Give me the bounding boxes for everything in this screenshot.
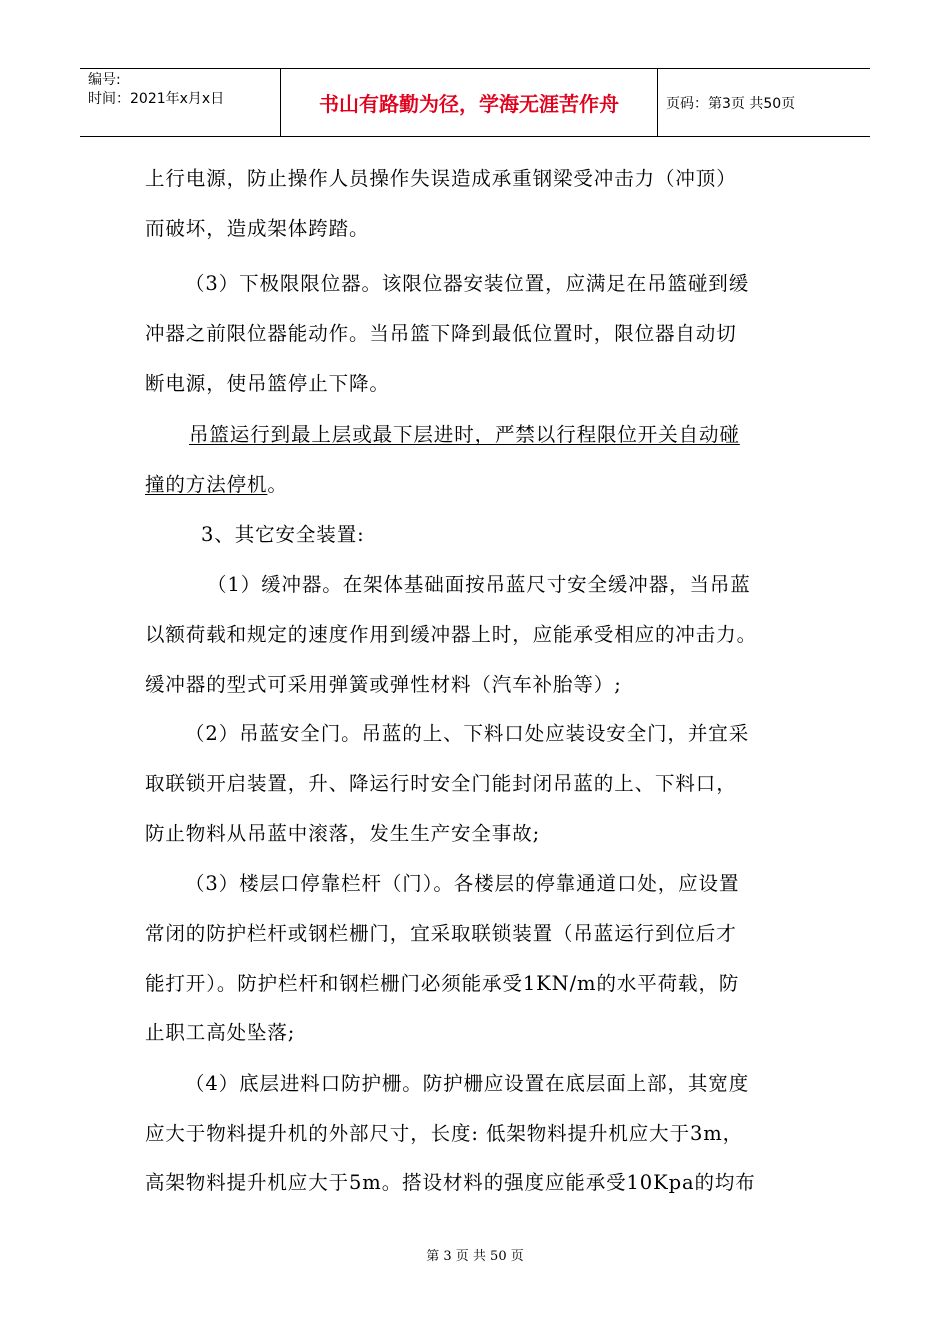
body-line: 防止物料从吊蓝中滚落，发生生产安全事故; [145, 822, 541, 845]
body-line: 上行电源，防止操作人员操作失误造成承重钢梁受冲击力（冲顶） [145, 167, 737, 190]
section-heading: 3、其它安全装置: [201, 523, 365, 546]
body-line: 常闭的防护栏杆或钢栏栅门，宜采取联锁装置（吊蓝运行到位后才 [145, 922, 737, 945]
document-number-label: 编号: [88, 72, 121, 88]
body-line: 以额荷载和规定的速度作用到缓冲器上时，应能承受相应的冲击力。 [145, 623, 758, 646]
body-line: 能打开）。防护栏杆和钢栏栅门必须能承受1KN/m的水平荷载，防 [145, 972, 740, 995]
underlined-text: 撞的方法停机 [145, 473, 268, 496]
body-line: 冲器之前限位器能动作。当吊篮下降到最低位置时，限位器自动切 [145, 322, 737, 345]
body-line: （4）底层进料口防护栅。防护栅应设置在底层面上部，其宽度 [185, 1072, 750, 1095]
line-end-punctuation: 。 [267, 473, 288, 496]
body-line-underlined-wrap [145, 472, 288, 498]
body-line: （3）下极限限位器。该限位器安装位置，应满足在吊篮碰到缓 [185, 272, 750, 295]
body-line: 而破坏，造成架体跨踏。 [145, 217, 370, 240]
body-line: 缓冲器的型式可采用弹簧或弹性材料（汽车补胎等）; [145, 673, 622, 696]
body-line: 取联锁开启装置，升、降运行时安全门能封闭吊蓝的上、下料口， [145, 772, 737, 795]
body-line: （2）吊蓝安全门。吊蓝的上、下料口处应装设安全门，并宜采 [185, 722, 750, 745]
document-time-label: 时间：2021年x月x日 [88, 91, 225, 107]
body-line: 断电源，使吊篮停止下降。 [145, 372, 390, 395]
body-line-underlined: 吊篮运行到最上层或最下层进时，严禁以行程限位开关自动碰 [189, 423, 740, 446]
page-header [80, 68, 870, 137]
body-line: 高架物料提升机应大于5m。搭设材料的强度应能承受10Kpa的均布 [145, 1171, 756, 1194]
body-line: （3）楼层口停靠栏杆（门）。各楼层的停靠通道口处，应设置 [185, 872, 740, 895]
header-info [80, 69, 280, 136]
header-page-code: 页码：第3页 共50页 [666, 95, 796, 112]
page-footer: 第 3 页 共 50 页 [426, 1249, 524, 1264]
body-line: （1）缓冲器。在架体基础面按吊蓝尺寸安全缓冲器，当吊蓝 [207, 573, 751, 596]
body-line: 应大于物料提升机的外部尺寸，长度: 低架物料提升机应大于3m， [145, 1122, 744, 1145]
header-motto: 书山有路勤为径，学海无涯苦作舟 [280, 69, 658, 136]
body-line: 止职工高处坠落; [145, 1021, 296, 1044]
